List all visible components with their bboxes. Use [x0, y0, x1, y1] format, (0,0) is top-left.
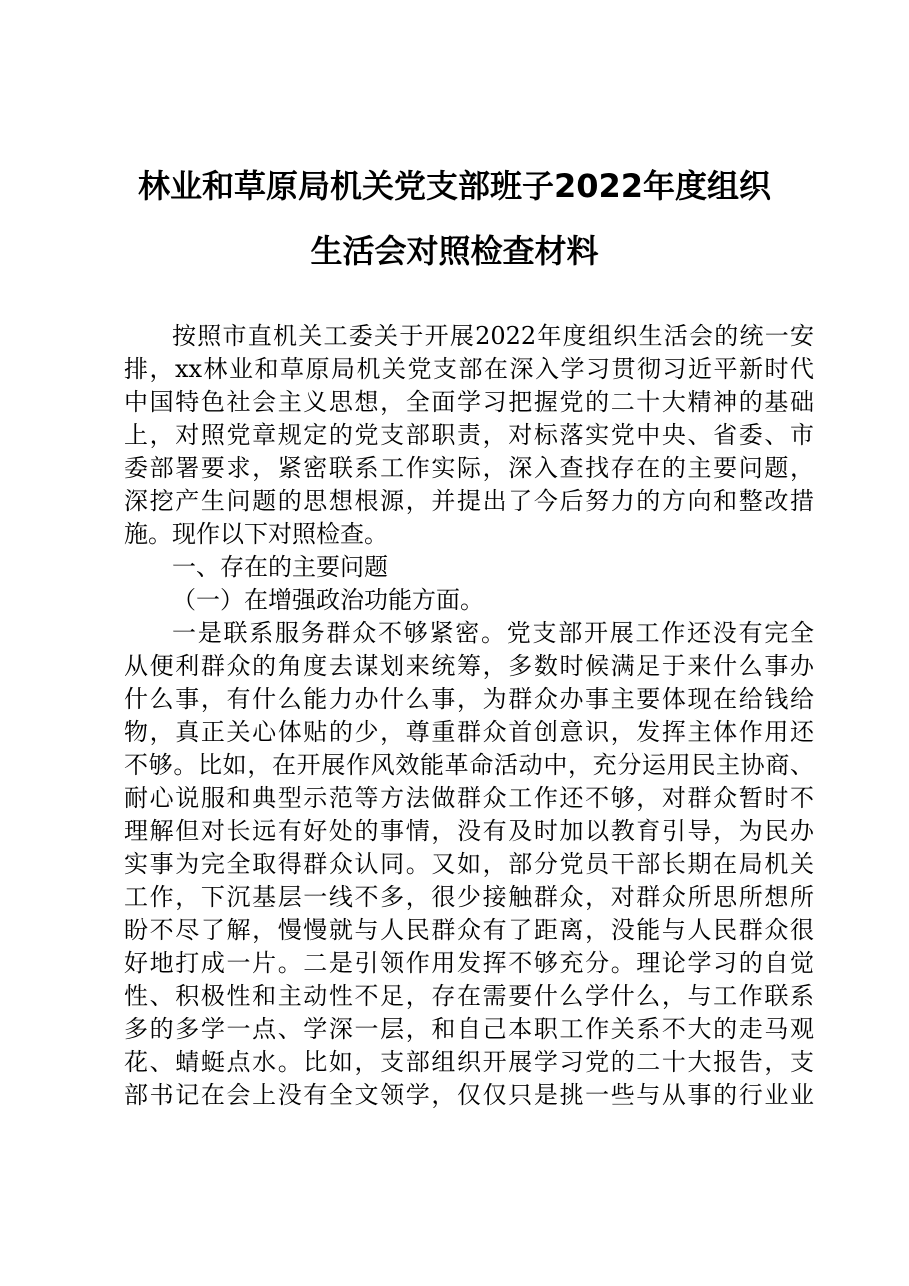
paragraph-line: 上，对照党章规定的党支部职责，对标落实党中央、省委、市 [124, 421, 814, 449]
paragraph-line: 深挖产生问题的思想根源，并提出了今后努力的方向和整改措 [124, 487, 814, 515]
subsection-heading: （一）在增强政治功能方面。 [172, 586, 484, 614]
paragraph-line: 盼不尽了解，慢慢就与人民群众有了距离，没能与人民群众很 [124, 916, 814, 944]
document-title-line-1: 林业和草原局机关党支部班子2022年度组织 [137, 167, 772, 205]
paragraph-line: 施。现作以下对照检查。 [124, 520, 388, 548]
paragraph-line: 物，真正关心体贴的少，尊重群众首创意识，发挥主体作用还 [124, 718, 814, 746]
paragraph-line: 耐心说服和典型示范等方法做群众工作还不够，对群众暂时不 [124, 784, 814, 812]
paragraph-line: 部书记在会上没有全文领学，仅仅只是挑一些与从事的行业业 [124, 1081, 814, 1109]
paragraph-line: 一是联系服务群众不够紧密。党支部开展工作还没有完全 [172, 619, 814, 647]
paragraph-line: 按照市直机关工委关于开展2022年度组织生活会的统一安 [172, 322, 814, 350]
paragraph-line: 工作，下沉基层一线不多，很少接触群众，对群众所思所想所 [124, 883, 814, 911]
paragraph-line: 排，xx林业和草原局机关党支部在深入学习贯彻习近平新时代 [124, 355, 814, 383]
document-body [124, 320, 814, 1112]
paragraph-line: 中国特色社会主义思想，全面学习把握党的二十大精神的基础 [124, 388, 814, 416]
paragraph-line: 委部署要求，紧密联系工作实际，深入查找存在的主要问题， [124, 454, 814, 482]
paragraph-line: 什么事，有什么能力办什么事，为群众办事主要体现在给钱给 [124, 685, 814, 713]
paragraph-line: 花、蜻蜓点水。比如，支部组织开展学习党的二十大报告，支 [124, 1048, 814, 1076]
document-title-line-2: 生活会对照检查材料 [310, 232, 599, 270]
paragraph-line: 理解但对长远有好处的事情，没有及时加以教育引导，为民办 [124, 817, 814, 845]
paragraph-line: 不够。比如，在开展作风效能革命活动中，充分运用民主协商、 [124, 751, 814, 779]
paragraph-line: 从便利群众的角度去谋划来统筹，多数时候满足于来什么事办 [124, 652, 814, 680]
section-heading: 一、存在的主要问题 [172, 553, 388, 581]
paragraph-line: 实事为完全取得群众认同。又如，部分党员干部长期在局机关 [124, 850, 814, 878]
paragraph-line: 性、积极性和主动性不足，存在需要什么学什么，与工作联系 [124, 982, 814, 1010]
paragraph-line: 多的多学一点、学深一层，和自己本职工作关系不大的走马观 [124, 1015, 814, 1043]
paragraph-line: 好地打成一片。二是引领作用发挥不够充分。理论学习的自觉 [124, 949, 814, 977]
